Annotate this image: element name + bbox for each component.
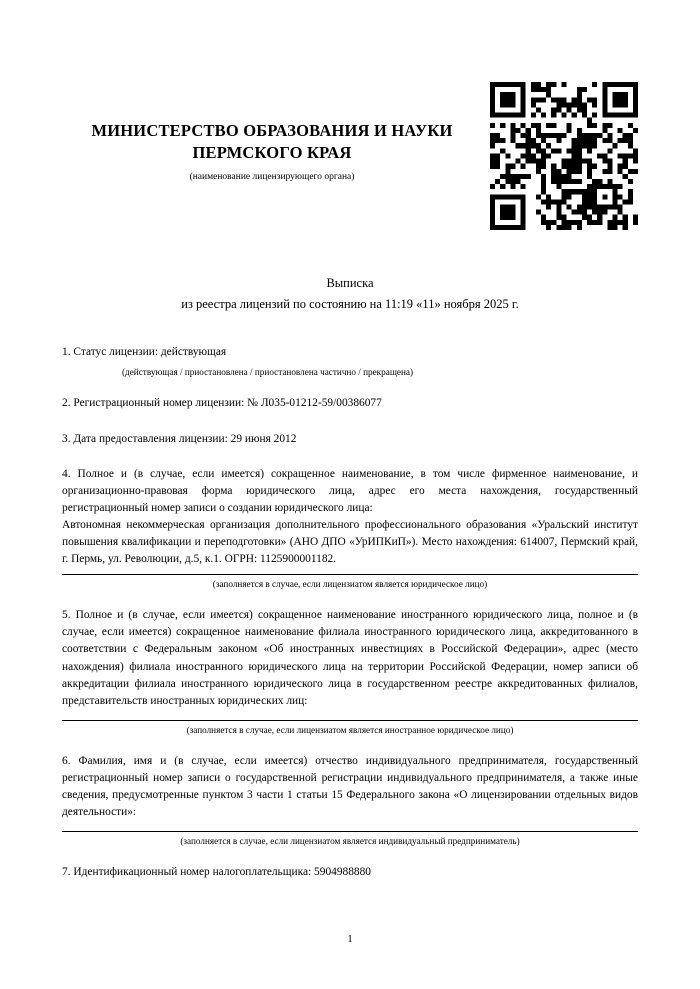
issuing-authority-line-1: МИНИСТЕРСТВО ОБРАЗОВАНИЯ И НАУКИ <box>91 121 453 140</box>
document-title-line-1: Выписка <box>326 275 374 290</box>
item-taxpayer-number <box>62 864 638 881</box>
item-registration-number-text: 2. Регистрационный номер лицензии: № Л035-01212-59/00386077 <box>62 397 382 410</box>
item-legal-entity-note: (заполняется в случае, если лицензиатом является юридическое лицо) <box>212 579 488 590</box>
item-legal-entity <box>62 466 638 569</box>
item-status-text: 1. Статус лицензии: действующая <box>62 346 227 359</box>
qr-code <box>490 82 638 230</box>
item-foreign-entity <box>62 607 638 710</box>
item-legal-entity-text: 4. Полное и (в случае, если имеется) сокращенное наименование, в том числе фирменное наименование, и организационно-правовая форма юридического лица, адрес его места нахождения, государственный регистрационный номер записи о создании юридического лица: <box>62 467 638 514</box>
item-foreign-entity-note: (заполняется в случае, если лицензиатом является иностранное юридическое лицо) <box>186 724 514 735</box>
item-grant-date <box>62 431 638 448</box>
item-individual-entrepreneur-note: (заполняется в случае, если лицензиатом является индивидуальный предприниматель) <box>180 836 520 847</box>
issuing-authority-caption: (наименование лицензирующего органа) <box>189 171 355 182</box>
item-taxpayer-number-text: 7. Идентификационный номер налогоплательщика: 5904988880 <box>62 866 372 879</box>
divider-legal-entity <box>62 574 638 575</box>
item-legal-entity-value: Автономная некоммерческая организация дополнительного профессионального образования «Уральский институт повышения квалификации и переподготовки» (АНО ДПО «УрИПКиП»). Место нахождения: 614007, Пермский край, г. Пермь, ул. Революции, д.5, к.1. ОГРН: 1125900001182. <box>62 518 638 566</box>
item-status-note: (действующая / приостановлена / приостановлена частично / прекращена) <box>122 367 414 378</box>
item-status <box>62 344 638 361</box>
divider-foreign-entity <box>62 720 638 721</box>
item-registration-number <box>62 395 638 412</box>
item-individual-entrepreneur <box>62 753 638 821</box>
divider-individual-entrepreneur <box>62 831 638 832</box>
document-title <box>62 274 638 315</box>
qr-code-canvas <box>490 82 638 230</box>
issuing-authority-line-2: ПЕРМСКОГО КРАЯ <box>192 143 352 163</box>
page-number: 1 <box>347 933 353 945</box>
item-grant-date-text: 3. Дата предоставления лицензии: 29 июня 2012 <box>62 432 297 445</box>
item-individual-entrepreneur-text: 6. Фамилия, имя и (в случае, если имеется) отчество индивидуального предпринимателя, государственный регистрационный номер записи о государственной регистрации индивидуального предпринимателя, а также иные сведения, предусмотренные пунктом 3 части 1 статьи 15 Федерального закона «О лицензировании отдельных видов деятельности»: <box>62 754 638 819</box>
document-title-line-2: из реестра лицензий по состоянию на 11:19 «11» ноября 2025 г. <box>181 296 519 311</box>
document-header <box>62 0 482 182</box>
item-foreign-entity-text: 5. Полное и (в случае, если имеется) сокращенное наименование иностранного юридического лица, полное и (в случае, если имеется) сокращенное наименование филиала иностранного юридического лица, аккредитованного в соответствии с Федеральным законом «Об иностранных инвестициях в Российской Федерации», адрес (место нахождения) филиала иностранного юридического лица на территории Российской Федерации, номер записи об аккредитации филиала иностранного юридического лица в государственном реестре аккредитованных филиалов, представительств иностранных юридических лиц: <box>62 609 638 707</box>
document-body <box>62 344 638 881</box>
